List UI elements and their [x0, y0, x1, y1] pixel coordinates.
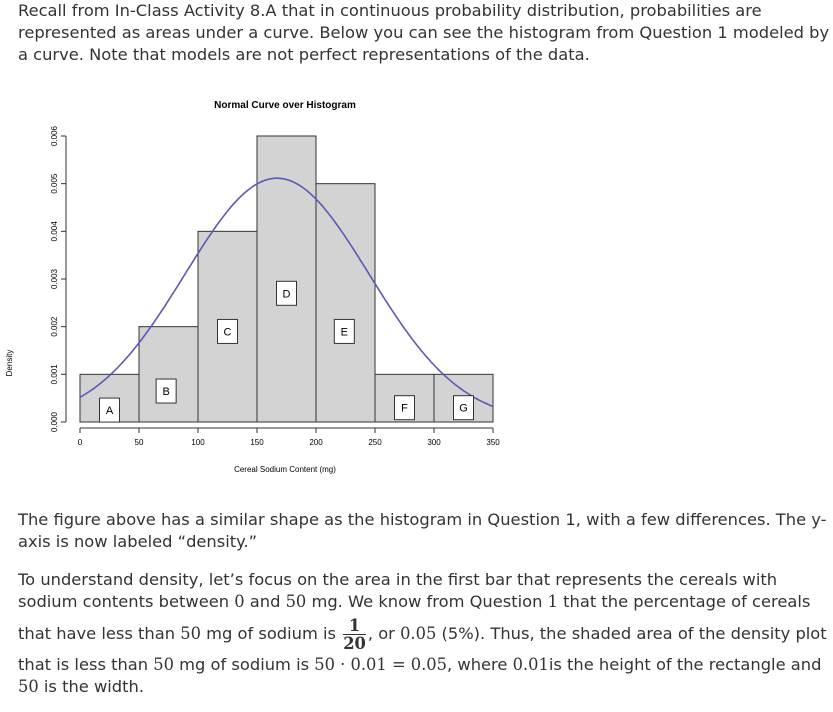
intro-paragraph: [18, 0, 830, 66]
explanation-line-1: To understand density, let’s focus on the area in the first bar that represents the cereals with: [18, 570, 778, 589]
region-label-text: A: [105, 405, 114, 418]
x-tick-label: 250: [368, 438, 382, 447]
y-axis: [50, 125, 66, 432]
histogram-bar: [139, 327, 198, 422]
y-axis-label: Density: [5, 349, 14, 377]
histogram-chart: [0, 88, 520, 488]
y-tick-label: 0.000: [50, 411, 59, 433]
intro-line-3: a curve. Note that models are not perfect representations of the data.: [18, 45, 590, 64]
region-label-text: F: [401, 402, 408, 415]
intro-line-2: represented as areas under a curve. Below you can see the histogram from Question 1 modeled by: [18, 23, 830, 42]
explanation-paragraph: [18, 569, 827, 698]
density-line-2: axis is now labeled “density.”: [18, 532, 258, 551]
x-tick-label: 200: [309, 438, 323, 447]
y-tick-label: 0.005: [50, 173, 59, 194]
fraction-one-twentieth: $\frac{1}{20}$: [343, 616, 366, 653]
x-tick-label: 50: [134, 438, 144, 447]
chart-title: Normal Curve over Histogram: [214, 100, 356, 111]
x-tick-label: 0: [77, 438, 83, 447]
region-label-text: B: [162, 386, 170, 399]
x-tick-label: 350: [486, 438, 500, 447]
y-tick-label: 0.003: [50, 268, 59, 290]
x-tick-label: 150: [250, 438, 264, 447]
density-paragraph: [18, 509, 827, 553]
y-tick-label: 0.002: [50, 316, 59, 337]
region-label-text: G: [459, 402, 468, 415]
explanation-line-2: sodium contents between 0 and 50 mg. We know from Question 1 that the percentage of cereals: [18, 592, 811, 611]
y-tick-label: 0.004: [50, 221, 59, 242]
explanation-line-5: 50 is the width.: [18, 677, 145, 696]
region-label-text: E: [340, 326, 348, 339]
y-tick-label: 0.006: [50, 125, 59, 147]
x-tick-label: 300: [427, 438, 441, 447]
explanation-line-3: that have less than 50 mg of sodium is $\frac{1}{20}$ , or 0.05 (5%). Thus, the shaded area of the density plot: [18, 616, 827, 653]
explanation-line-4: that is less than 50 mg of sodium is 50 · 0.01 = 0.05, where 0.01is the height of the rectangle and: [18, 655, 822, 674]
region-label-text: D: [282, 288, 291, 301]
x-tick-label: 100: [191, 438, 205, 447]
density-line-1: The figure above has a similar shape as the histogram in Question 1, with a few differences. The y-: [18, 510, 827, 529]
y-tick-label: 0.001: [50, 364, 59, 385]
region-label-text: C: [223, 326, 232, 339]
x-axis: [78, 428, 500, 447]
intro-line-1: Recall from In-Class Activity 8.A that in continuous probability distribution, probabilities are: [18, 1, 762, 20]
x-axis-label: Cereal Sodium Content (mg): [234, 465, 336, 474]
histogram-bar: [316, 184, 375, 422]
